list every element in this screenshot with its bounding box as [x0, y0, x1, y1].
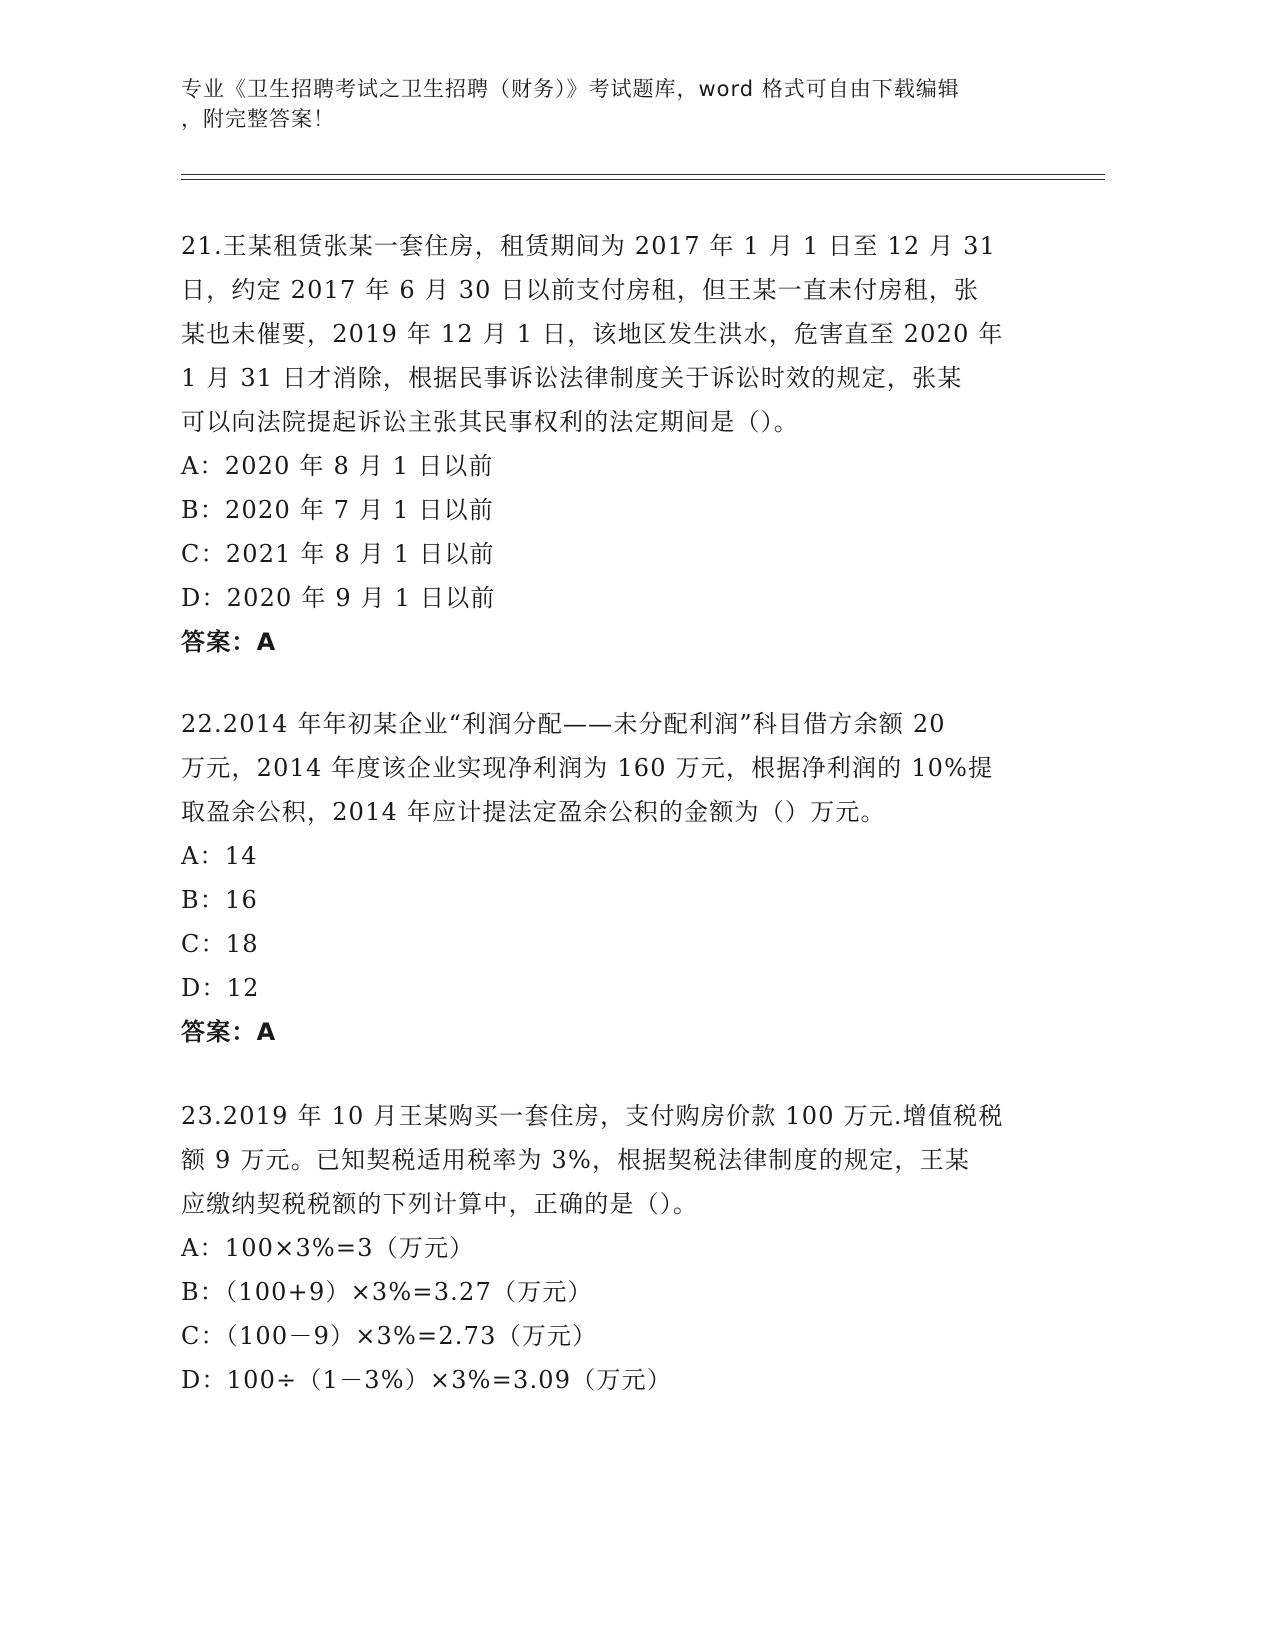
question-22-option-d: D：12 — [181, 974, 260, 1002]
question-22-line-3: 取盈余公积，2014 年应计提法定盈余公积的金额为（）万元。 — [181, 798, 886, 826]
header-divider — [181, 174, 1105, 180]
document-header — [181, 74, 1051, 134]
question-21-line-5: 可以向法院提起诉讼主张其民事权利的法定期间是（）。 — [181, 408, 799, 436]
header-line-1: 专业《卫生招聘考试之卫生招聘（财务）》考试题库，word 格式可自由下载编辑 — [181, 77, 960, 101]
question-21-option-a: A：2020 年 8 月 1 日以前 — [181, 452, 494, 480]
question-22-option-c: C：18 — [181, 930, 259, 958]
question-22 — [181, 702, 1061, 1054]
question-23-line-3: 应缴纳契税税额的下列计算中，正确的是（）。 — [181, 1190, 699, 1218]
question-23-option-d: D：100÷（1－3%）×3%=3.09（万元） — [181, 1366, 673, 1394]
question-21-line-3: 某也未催要，2019 年 12 月 1 日，该地区发生洪水，危害直至 2020 年 — [181, 320, 1004, 348]
question-22-option-a: A：14 — [181, 842, 258, 870]
question-21-line-2: 日，约定 2017 年 6 月 30 日以前支付房租，但王某一直未付房租，张 — [181, 276, 980, 304]
question-22-line-1: 22.2014 年年初某企业“利润分配——未分配利润”科目借方余额 20 — [181, 710, 946, 738]
header-line-2: ，附完整答案！ — [181, 107, 335, 131]
question-23 — [181, 1094, 1061, 1402]
question-23-option-b: B：（100+9）×3%=3.27（万元） — [181, 1278, 593, 1306]
question-21-option-c: C：2021 年 8 月 1 日以前 — [181, 540, 495, 568]
question-23-line-1: 23.2019 年 10 月王某购买一套住房，支付购房价款 100 万元.增值税税 — [181, 1102, 1004, 1130]
question-23-line-2: 额 9 万元。已知契税适用税率为 3%，根据契税法律制度的规定，王某 — [181, 1146, 971, 1174]
question-23-option-a: A：100×3%=3（万元） — [181, 1234, 475, 1262]
question-21-answer: 答案：A — [181, 628, 277, 656]
question-21-line-1: 21.王某租赁张某一套住房，租赁期间为 2017 年 1 月 1 日至 12 月 31 — [181, 232, 997, 260]
question-23-option-c: C：（100－9）×3%=2.73（万元） — [181, 1322, 598, 1350]
question-21 — [181, 224, 1061, 664]
question-22-option-b: B：16 — [181, 886, 258, 914]
question-21-option-b: B：2020 年 7 月 1 日以前 — [181, 496, 494, 524]
question-22-answer: 答案：A — [181, 1018, 277, 1046]
question-21-line-4: 1 月 31 日才消除，根据民事诉讼法律制度关于诉讼时效的规定，张某 — [181, 364, 963, 392]
question-21-option-d: D：2020 年 9 月 1 日以前 — [181, 584, 496, 612]
question-22-line-2: 万元，2014 年度该企业实现净利润为 160 万元，根据净利润的 10%提 — [181, 754, 994, 782]
